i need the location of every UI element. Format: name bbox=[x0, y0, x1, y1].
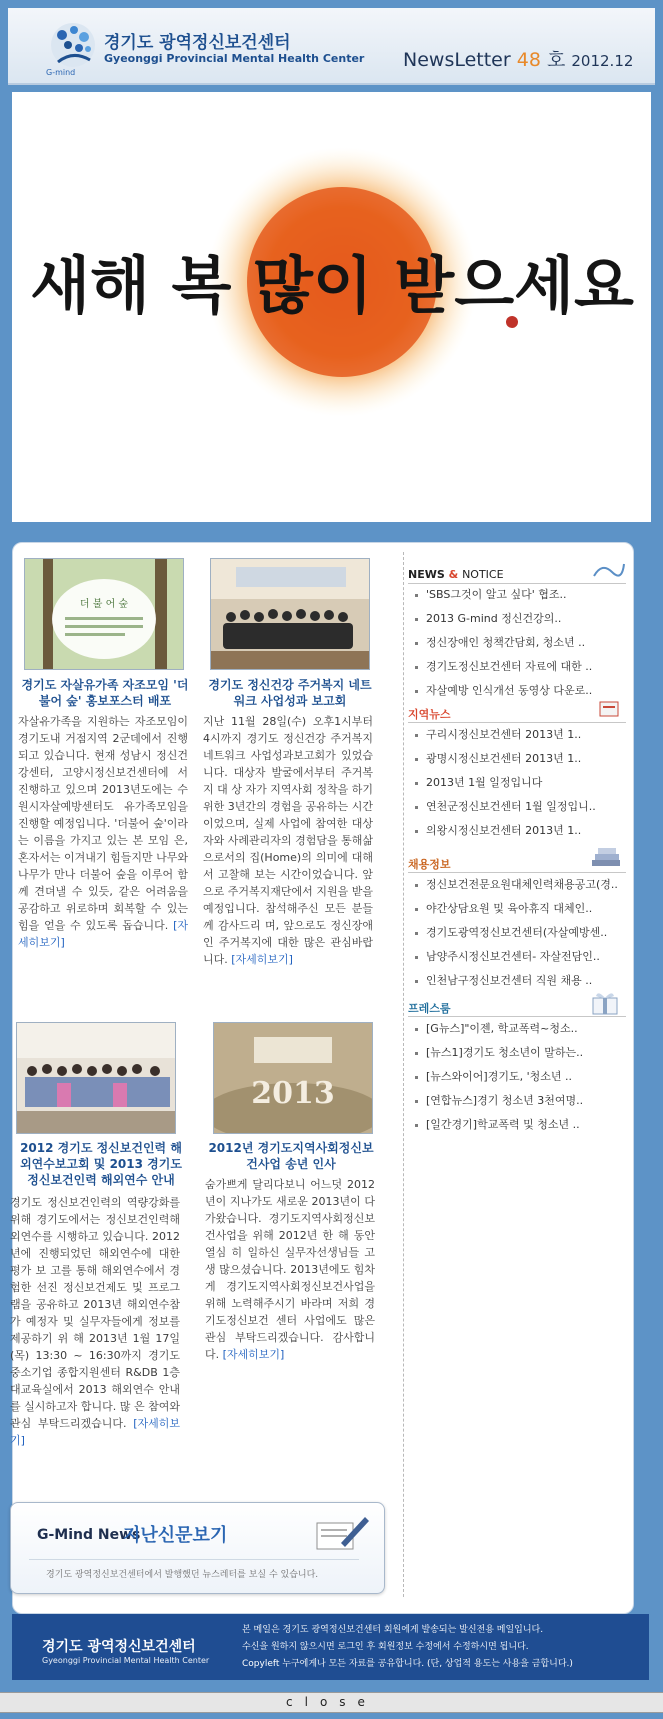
article-2-image[interactable] bbox=[210, 558, 370, 670]
group-photo-image bbox=[211, 559, 369, 669]
jobs-item[interactable]: 경기도광역정신보건센터(자살예방센.. bbox=[412, 921, 627, 945]
news-notice-item[interactable]: 정신장애인 청책간담회, 청소년 .. bbox=[412, 631, 627, 655]
article-3-body bbox=[10, 1194, 180, 1449]
article-1-title[interactable]: 경기도 자살유가족 자조모임 '더불어 숲' 홍보포스터 배포 bbox=[21, 678, 189, 708]
footer-line-1: 본 메일은 경기도 광역정신보건센터 회원에게 발송되는 발신전용 메일입니다. bbox=[242, 1625, 544, 1635]
gift-box-icon bbox=[590, 990, 620, 1016]
article-2-text: 지난 11월 28일(수) 오후1시부터 4시까지 경기도 정신건강 주거복지 네트워크 사업성과보고회가 있었습니다. 대상자 발굴에서부터 주거복지 대 상 자가 지역사회 정착을 하기 위한 3년간의 경험을 공유하는 시간이었으며, 실제 사업에 참여한 대상자와 사례관리자의 경험담을 통해삶으로서의 집(Home)의 의미에 대해서 고찰해 보는 시간이었습니다. 앞으로 주거복지재단에서 지원을 받을 예정입니다. 참석해주신 모든 분들께 감사드리 며, 앞으로도 정신장애인 주거복지에 대한 많은 관심바랍니다. bbox=[203, 715, 373, 966]
article-2-more-link[interactable]: [자세히보기] bbox=[231, 953, 293, 966]
news-notice-item[interactable]: 'SBS그것이 알고 싶다' 협조.. bbox=[412, 583, 627, 607]
poster-title: 더 불 어 숲 bbox=[79, 599, 129, 610]
banner-title-brand: G-Mind News bbox=[37, 1527, 141, 1543]
news-notice-title: NEWS & NOTICE bbox=[408, 568, 504, 581]
local-news-item[interactable]: 광명시정신보건센터 2013년 1.. bbox=[412, 747, 627, 771]
local-news-item[interactable]: 의왕시정신보건센터 2013년 1.. bbox=[412, 819, 627, 843]
local-news-item[interactable]: 2013년 1월 일정입니다 bbox=[412, 771, 627, 795]
article-3-image[interactable] bbox=[16, 1022, 176, 1134]
logo-tag: G-mind bbox=[46, 68, 76, 77]
banner-divider bbox=[29, 1559, 359, 1560]
article-1-body bbox=[18, 713, 188, 951]
local-news-title: 지역뉴스 bbox=[408, 708, 451, 721]
issue-suffix: 호 bbox=[546, 49, 566, 71]
article-3-more-link[interactable]: [자세히보기] bbox=[10, 1417, 180, 1447]
banner-subtitle: 경기도 광역정신보건센터에서 발행했던 뉴스레터를 보실 수 있습니다. bbox=[46, 1570, 319, 1580]
sand-2013-image bbox=[214, 1023, 372, 1133]
article-4-more-link[interactable]: [자세히보기] bbox=[222, 1348, 285, 1361]
jobs-item[interactable]: 인천남구정신보건센터 직원 채용 .. bbox=[412, 969, 627, 993]
article-4-text: 숨가쁘게 달리다보니 어느덧 2012년이 지나가도 새로운 2013년이 다가왔습니다. 경기도지역사회정신보건사업을 위해 2012년 한 해 동안 열심 히 일하신 실무자선생님들 고생 많으셨습니다. 2013년에도 힘차게 경기도지역사회정신보건사업을 위해 노력해주시기 바라며 저희 경기도정신보건 센터 사업에도 많은 관심 부탁드리겠습니다. 감사합니다. bbox=[205, 1178, 375, 1361]
jobs-item[interactable]: 정신보건전문요원대체인력채용공고(경.. bbox=[412, 873, 627, 897]
conference-photo-image bbox=[17, 1023, 175, 1133]
article-4-image[interactable] bbox=[213, 1022, 373, 1134]
local-news-list bbox=[412, 723, 627, 843]
gmind-logo-icon bbox=[48, 20, 98, 70]
local-news-item[interactable]: 구리시정신보건센터 2013년 1.. bbox=[412, 723, 627, 747]
issue-date: 2012.12 bbox=[571, 52, 634, 70]
press-item[interactable]: [뉴스와이어]경기도, '청소년 .. bbox=[412, 1065, 627, 1089]
article-2-title[interactable]: 경기도 정신건강 주거복지 네트워크 사업성과 보고회 bbox=[208, 678, 372, 708]
jobs-item[interactable]: 야간상담요원 및 육아휴직 대체인.. bbox=[412, 897, 627, 921]
pen-paper-icon bbox=[311, 1513, 371, 1553]
news-icon bbox=[598, 700, 622, 720]
footer-notice bbox=[242, 1622, 573, 1673]
jobs-item[interactable]: 남양주시정신보건센터- 자살전담인.. bbox=[412, 945, 627, 969]
greeting-illustration bbox=[12, 92, 651, 522]
article-3-text: 경기도 정신보건인력의 역량강화를 위해 경기도에서는 정신보건인력해외연수를 시행하고 있습니다. 2012년에 진행되었던 해외연수에 대한 평가 보 고를 통해 해외연수에서 경험한 선진 정신보건제도 및 프로그램을 공유하고 2013년 해외연수참가 예정자 및 실무자들에게 정보를 제공하기 위 해 2013년 1월 17일 (목) 13:30 ~ 16:30까지 경기도 중소기업 종합지원센터 R&DB 1층 대교육실에서 2013 해외연수 안내를 실시하고자 합니다. 많 은 참여와 관심 부탁드리겠습니다. bbox=[10, 1196, 180, 1430]
footer-org-english: Gyeonggi Provincial Mental Health Center bbox=[42, 1656, 210, 1665]
org-name-korean: 경기도 광역정신보건센터 bbox=[104, 33, 291, 53]
article-4-body bbox=[205, 1176, 375, 1363]
article-3-title[interactable]: 2012 경기도 정신보건인력 해외연수보고회 및 2013 경기도 정신보건인력 해외연수 안내 bbox=[20, 1141, 182, 1187]
issue-number: 48 bbox=[516, 49, 541, 71]
press-title: 프레스룸 bbox=[408, 1002, 451, 1015]
past-newsletters-banner[interactable] bbox=[10, 1502, 385, 1594]
footer bbox=[12, 1614, 649, 1680]
press-item[interactable]: [뉴스1]경기도 청소년이 말하는.. bbox=[412, 1041, 627, 1065]
sand-year-text: 2013 bbox=[251, 1076, 335, 1111]
press-list bbox=[412, 1017, 627, 1137]
footer-org-korean: 경기도 광역정신보건센터 bbox=[42, 1639, 196, 1655]
news-notice-item[interactable]: 자살예방 인식개선 동영상 다운로.. bbox=[412, 679, 627, 703]
new-year-greeting-banner bbox=[12, 92, 651, 522]
footer-line-2: 수신을 원하지 않으시면 로그인 후 회원정보 수정에서 수정하시면 됩니다. bbox=[242, 1642, 529, 1652]
jobs-list bbox=[412, 873, 627, 993]
article-1-text: 자살유가족을 지원하는 자조모임이 경기도내 거점지역 2군데에서 진행되고 있습니다. 현재 성남시 정신건강센터, 고양시정신보건센터에 서 진행하고 있으며 2013년도에는 수원시자살예방센터도 유가족모임을 진행할 예정입니다. '더불어 숲'이라는 이름을 가지고 있는 본 모임 은, 혼자서는 이겨내기 힘들지만 나무와 나무가 만나 더불어 숲을 이루어 함께 견뎌낼 수 있듯, 같은 어려움을 공감하고 위로하며 회복할 수 있는 힘을 얻을 수 있도록 돕습니다. bbox=[18, 715, 188, 932]
article-1-more-link[interactable]: [자세히보기] bbox=[18, 919, 188, 949]
org-name-english: Gyeonggi Provincial Mental Health Center bbox=[104, 52, 365, 65]
press-item[interactable]: [연합뉴스]경기 청소년 3천여명.. bbox=[412, 1089, 627, 1113]
forest-poster-image bbox=[25, 559, 183, 669]
close-button[interactable]: close bbox=[0, 1692, 663, 1713]
news-notice-item[interactable]: 경기도정신보건센터 자료에 대한 .. bbox=[412, 655, 627, 679]
article-1-image[interactable] bbox=[24, 558, 184, 670]
news-notice-list bbox=[412, 583, 627, 703]
notice-icon bbox=[592, 558, 626, 580]
newsletter-header bbox=[8, 8, 655, 85]
article-4-title[interactable]: 2012년 경기도지역사회정신보건사업 송년 인사 bbox=[208, 1141, 374, 1171]
article-2-body bbox=[203, 713, 373, 968]
jobs-title: 채용정보 bbox=[408, 858, 451, 871]
banner-title-colored: 지난신문보기 bbox=[123, 1525, 228, 1546]
news-notice-item[interactable]: 2013 G-mind 정신건강의.. bbox=[412, 607, 627, 631]
press-item[interactable]: [G뉴스]"이젠, 학교폭력~청소.. bbox=[412, 1017, 627, 1041]
books-icon bbox=[590, 846, 624, 870]
issue-label bbox=[403, 45, 633, 72]
column-divider bbox=[403, 552, 404, 1597]
greeting-text: 새해 복 많이 받으세요 bbox=[30, 249, 634, 322]
local-news-item[interactable]: 연천군정신보건센터 1월 일정입니.. bbox=[412, 795, 627, 819]
newsletter-label: NewsLetter bbox=[403, 49, 511, 71]
press-item[interactable]: [일간경기]학교폭력 및 청소년 .. bbox=[412, 1113, 627, 1137]
footer-line-3: Copyleft 누구에게나 모든 자료를 공유합니다. (단, 상업적 용도는 사용을 금합니다.) bbox=[242, 1659, 573, 1669]
